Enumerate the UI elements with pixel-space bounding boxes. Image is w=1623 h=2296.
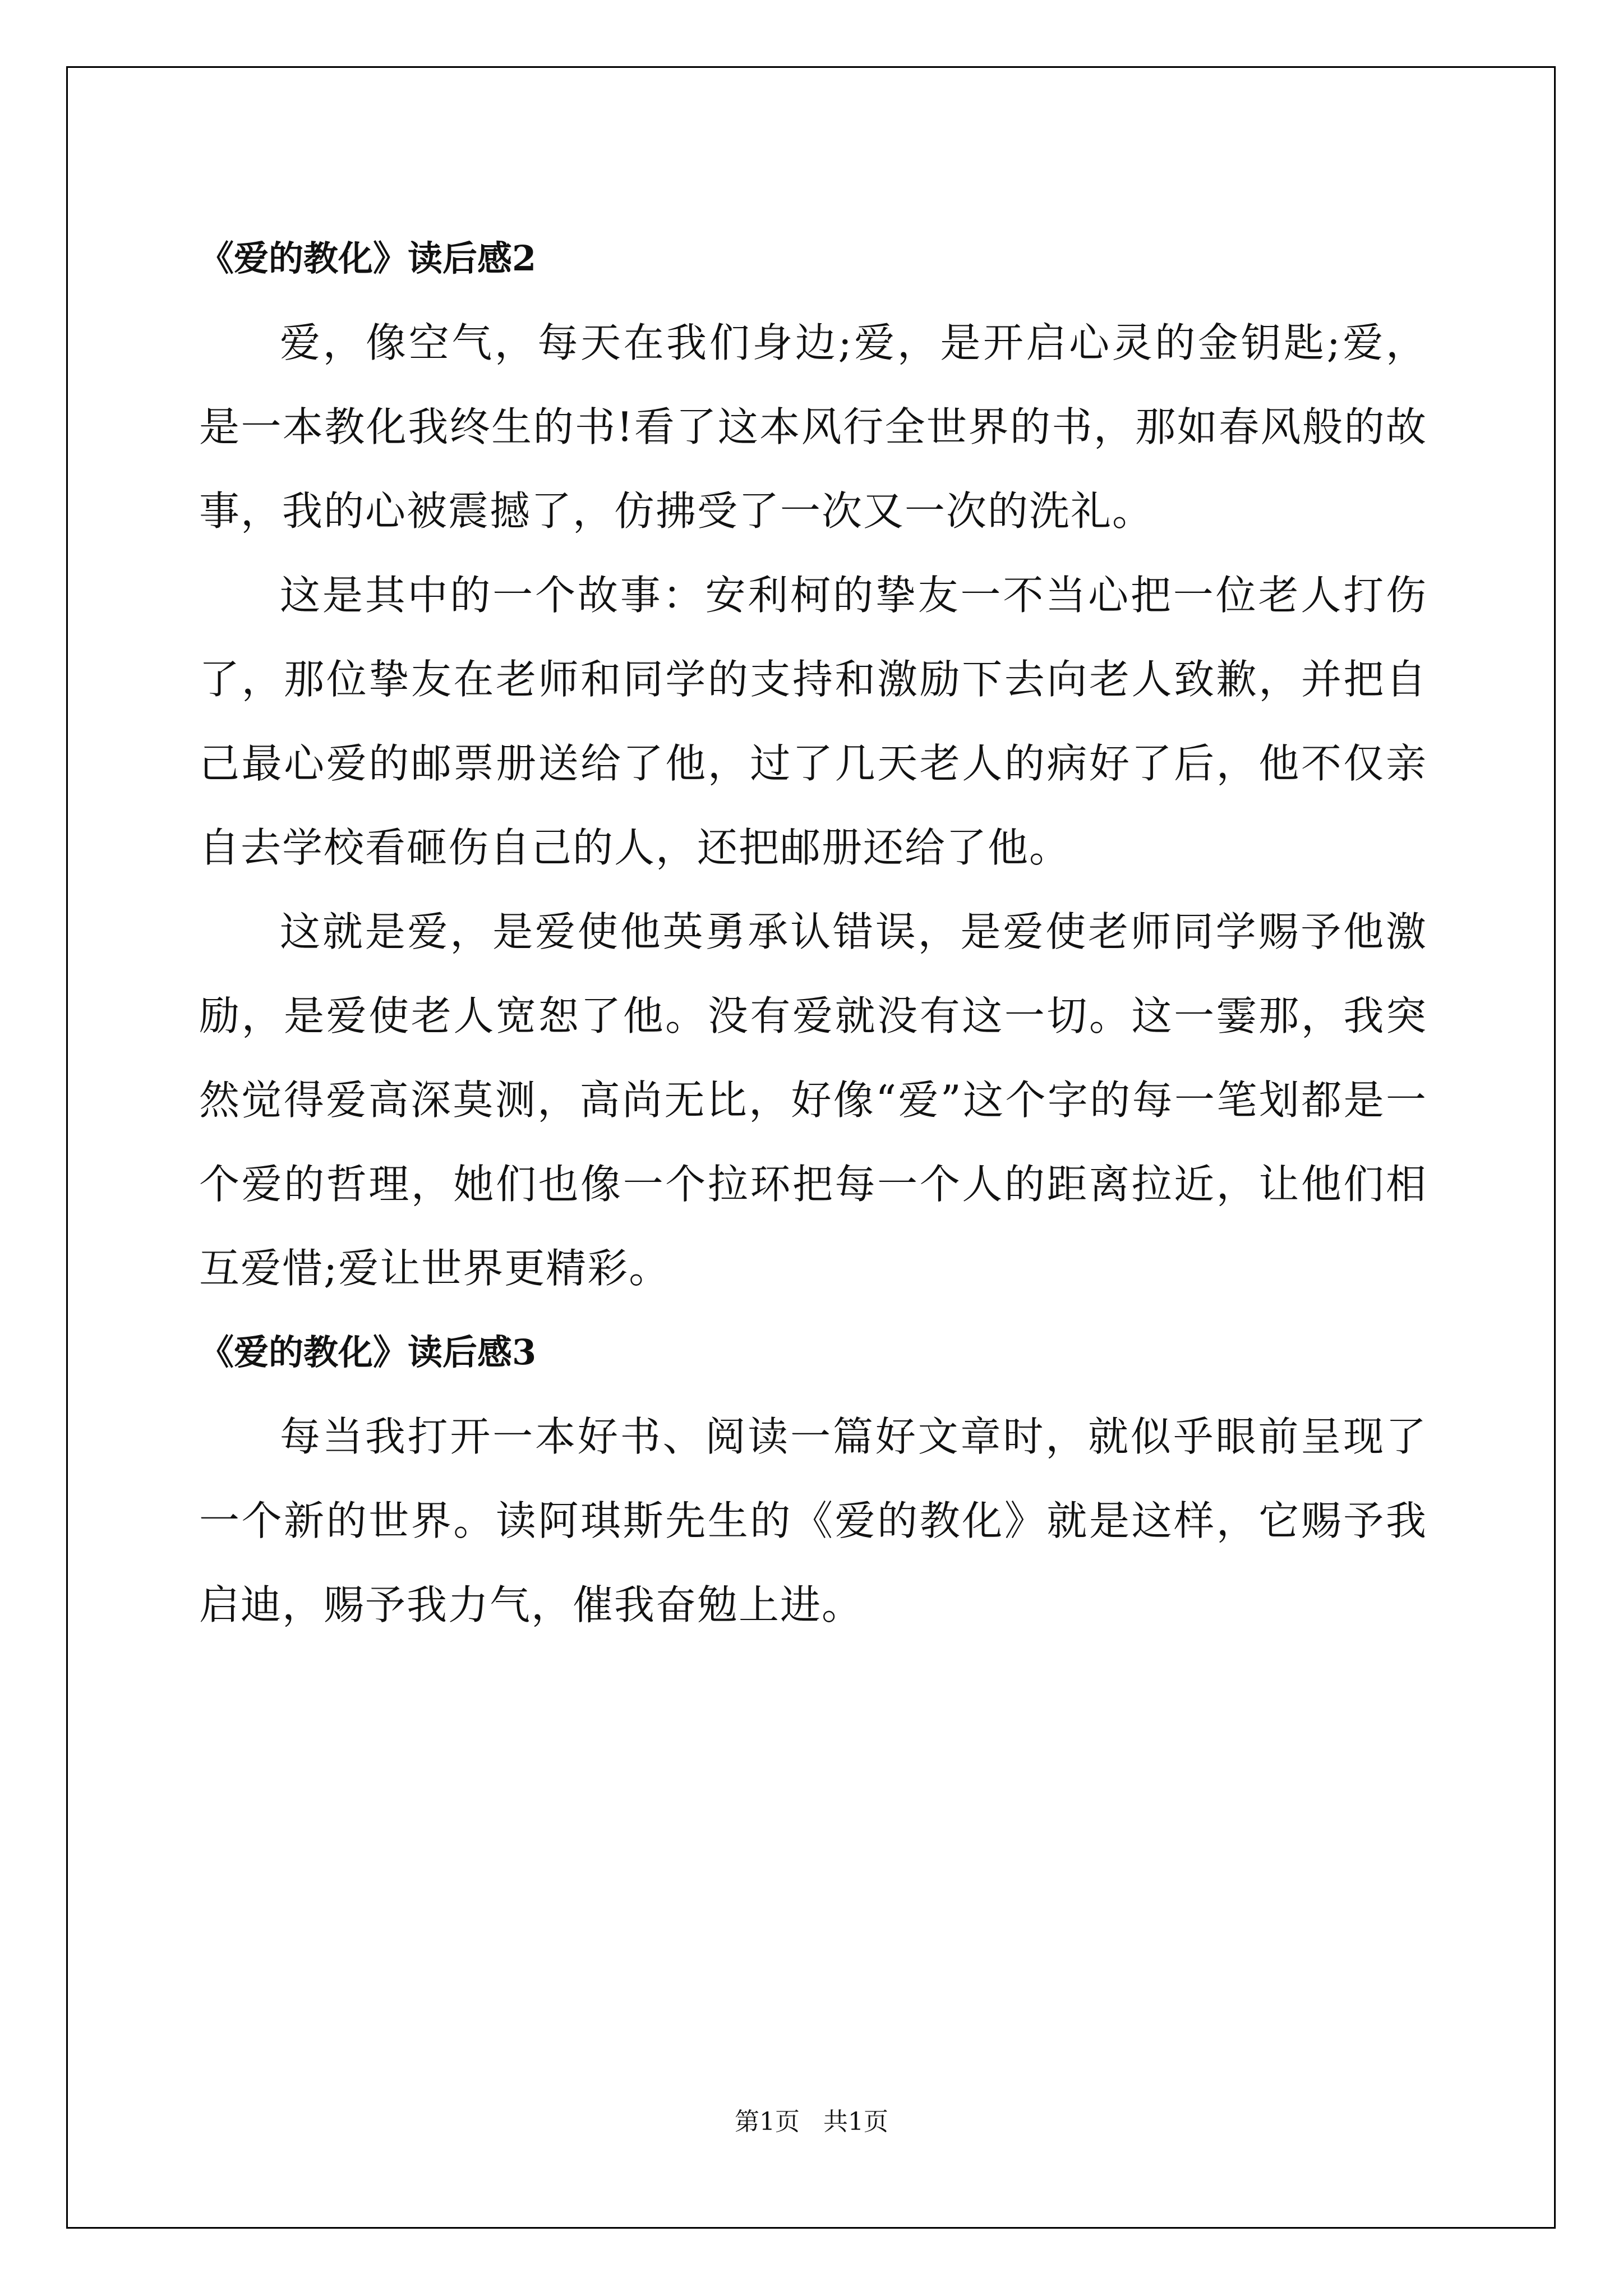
document-body bbox=[199, 217, 1427, 1647]
paragraph: 这是其中的一个故事：安利柯的挚友一不当心把一位老人打伤了，那位挚友在老师和同学的支持和激励下去向老人致歉，并把自己最心爱的邮票册送给了他，过了几天老人的病好了后，他不仅亲自去学校看砸伤自己的人，还把邮册还给了他。 bbox=[199, 572, 1427, 871]
paragraph: 这就是爱，是爱使他英勇承认错误，是爱使老师同学赐予他激励，是爱使老人宽恕了他。没有爱就没有这一切。这一霎那，我突然觉得爱高深莫测，高尚无比，好像“爱”这个字的每一笔划都是一个爱的哲理，她们也像一个拉环把每一个人的距离拉近，让他们相互爱惜;爱让世界更精彩。 bbox=[199, 908, 1427, 1292]
paragraph: 爱，像空气，每天在我们身边;爱，是开启心灵的金钥匙;爱，是一本教化我终生的书!看了这本风行全世界的书，那如春风般的故事，我的心被震撼了，仿拂受了一次又一次的洗礼。 bbox=[199, 319, 1427, 535]
section-title: 《爱的教化》读后感3 bbox=[199, 1332, 537, 1373]
page-footer: 第1页 共1页 bbox=[735, 2108, 888, 2136]
section-title: 《爱的教化》读后感2 bbox=[199, 238, 537, 279]
paragraph: 每当我打开一本好书、阅读一篇好文章时，就似乎眼前呈现了一个新的世界。读阿琪斯先生的《爱的教化》就是这样，它赐予我启迪，赐予我力气，催我奋勉上进。 bbox=[199, 1413, 1427, 1628]
